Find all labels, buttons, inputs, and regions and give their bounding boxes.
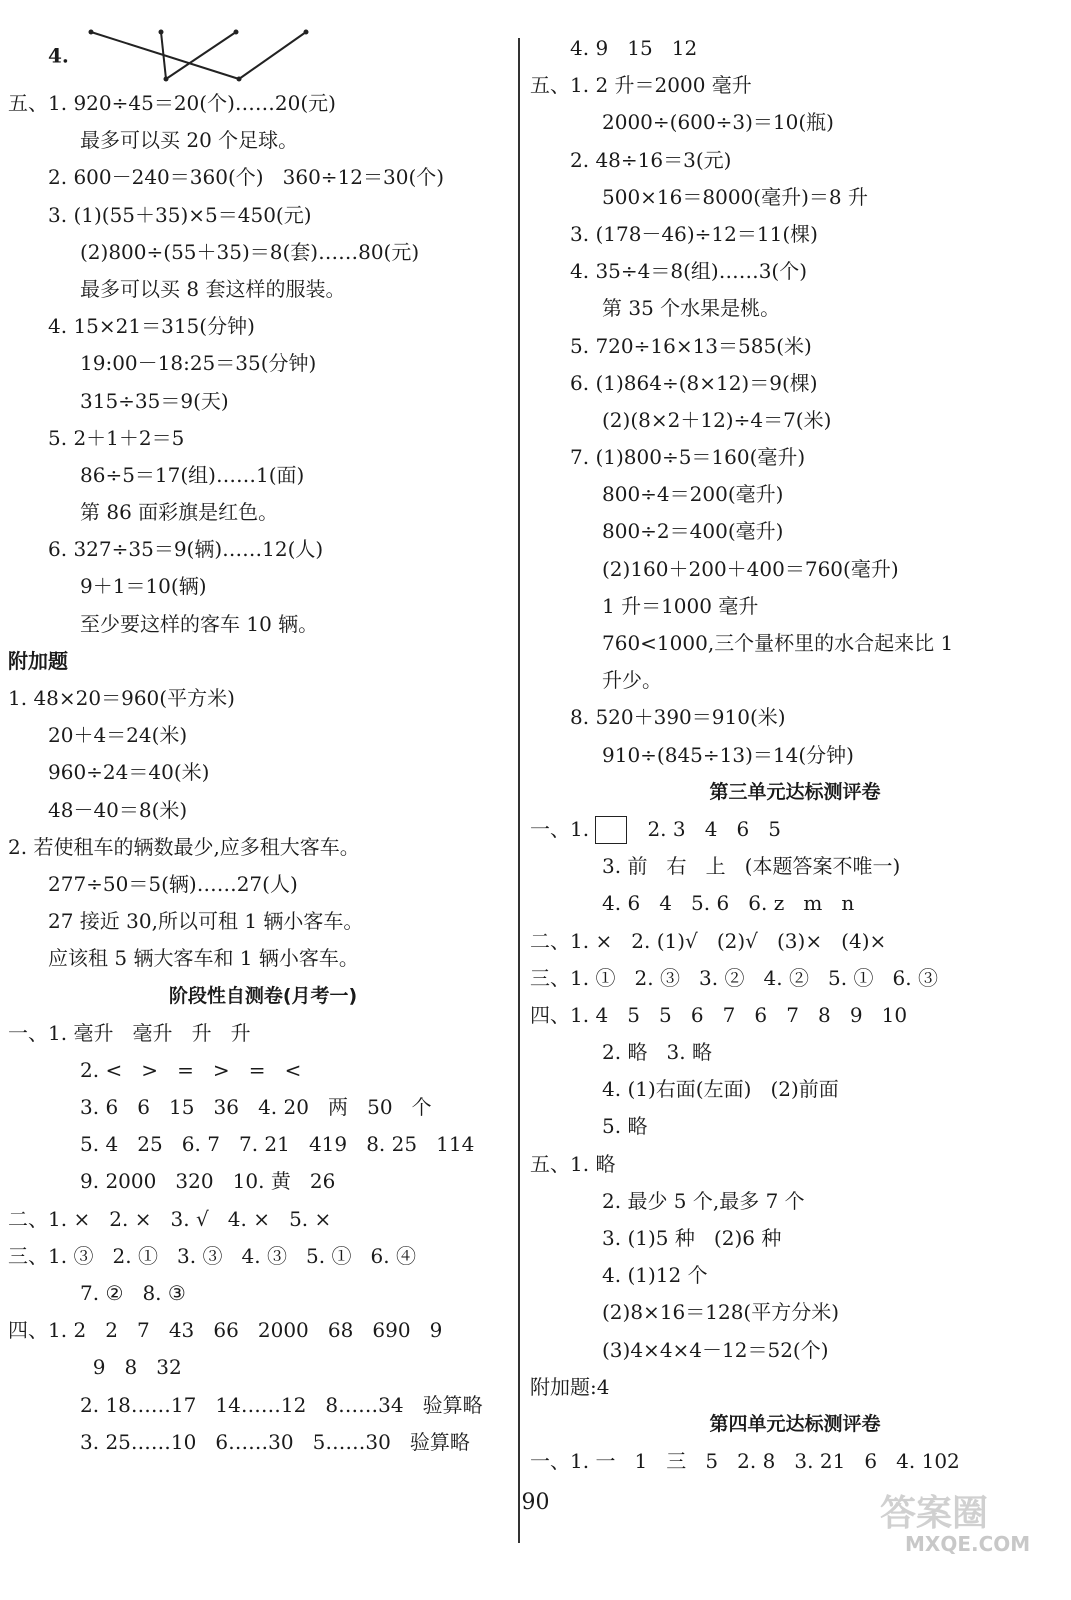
answer-line	[8, 494, 518, 531]
answer-text: 三、1. ① 2. ③ 3. ② 4. ② 5. ① 6. ③	[530, 965, 938, 990]
answer-line	[8, 383, 518, 420]
answer-line	[8, 1052, 518, 1089]
answer-line	[530, 1108, 1060, 1145]
answer-text: 48－40＝8(米)	[48, 797, 188, 822]
answer-line	[530, 1220, 1060, 1257]
answer-text: 1 升＝1000 毫升	[602, 593, 759, 618]
answer-text: 4. (1)右面(左面) (2)前面	[602, 1077, 839, 1102]
answer-text: 800÷4＝200(毫升)	[602, 482, 784, 507]
answer-line	[8, 568, 518, 605]
answer-line	[8, 643, 518, 680]
answer-text: 5. 4 25 6. 7 7. 21 419 8. 25 114	[80, 1132, 475, 1157]
answer-line	[530, 67, 1060, 104]
answer-line	[530, 1294, 1060, 1331]
answer-text: 附加题	[8, 648, 68, 673]
answer-line	[530, 30, 1060, 67]
answer-line	[8, 606, 518, 643]
answer-text: 20＋4＝24(米)	[48, 723, 188, 748]
answer-line	[8, 903, 518, 940]
answer-line	[530, 402, 1060, 439]
answer-text: (2)800÷(55＋35)＝8(套)……80(元)	[80, 239, 420, 264]
answer-text: 4.	[48, 43, 69, 68]
answer-text: (2)(8×2＋12)÷4＝7(米)	[602, 407, 832, 432]
answer-text: 五、1. 略	[530, 1151, 616, 1176]
matching-point	[158, 30, 163, 35]
answer-text: 6. 327÷35＝9(辆)……12(人)	[48, 537, 324, 562]
answer-line	[8, 345, 518, 382]
answer-text: 3. 6 6 15 36 4. 20 两 50 个	[80, 1095, 432, 1120]
answer-text: 2. 18……17 14……12 8……34 验算略	[80, 1392, 483, 1417]
section-title	[530, 774, 1060, 811]
answer-line	[8, 1201, 518, 1238]
answer-line	[530, 1034, 1060, 1071]
answer-text: 3. 前 右 上 (本题答案不唯一)	[602, 854, 901, 879]
answer-line	[8, 122, 518, 159]
answer-line	[8, 85, 518, 122]
answer-text: 5. 2＋1＋2＝5	[48, 425, 185, 450]
answer-text: 760<1000,三个量杯里的水合起来比 1	[602, 631, 954, 655]
matching-point	[233, 30, 238, 35]
answer-line	[530, 290, 1060, 327]
answer-text: 8. 520＋390＝910(米)	[570, 705, 786, 730]
answer-line	[8, 1163, 518, 1200]
section-title	[530, 1406, 1060, 1443]
answer-text: 500×16＝8000(毫升)＝8 升	[602, 184, 868, 209]
answer-line	[530, 1257, 1060, 1294]
answer-line	[8, 234, 518, 271]
answer-text: 四、1. 2 2 7 43 66 2000 68 690 9	[8, 1318, 443, 1343]
square-shape-answer	[595, 816, 627, 844]
column-divider	[518, 38, 520, 1543]
answer-line	[8, 680, 518, 717]
answer-line	[8, 420, 518, 457]
answer-line	[530, 811, 1060, 848]
answer-text: 277÷50＝5(辆)……27(人)	[48, 871, 298, 896]
section-title	[8, 978, 518, 1015]
matching-line	[239, 32, 306, 79]
answer-text: 7. ② 8. ③	[80, 1281, 186, 1305]
answer-text: 9 8 32	[80, 1355, 182, 1380]
answer-text: (3)4×4×4－12＝52(个)	[602, 1337, 829, 1362]
answer-text: 一、1. 毫升 毫升 升 升	[8, 1020, 251, 1045]
answer-text: 1. 48×20＝960(平方米)	[8, 686, 235, 710]
answer-text: (2)160＋200＋400＝760(毫升)	[602, 556, 899, 581]
left-column	[8, 30, 518, 1461]
answer-line	[8, 1015, 518, 1052]
answer-line	[530, 142, 1060, 179]
answer-text: 四、1. 4 5 5 6 7 6 7 8 9 10	[530, 1002, 908, 1027]
answer-text: 3. (1)5 种 (2)6 种	[602, 1226, 782, 1250]
answer-line	[8, 1312, 518, 1349]
answer-text: 5. 720÷16×13＝585(米)	[570, 333, 812, 358]
answer-text: 一、1. 一 1 三 5 2. 8 3. 21 6 4. 102	[530, 1449, 960, 1474]
answer-text: 3. (1)(55＋35)×5＝450(元)	[48, 202, 312, 227]
answer-text: 2. 600－240＝360(个) 360÷12＝30(个)	[48, 165, 445, 190]
answer-text: 应该租 5 辆大客车和 1 辆小客车。	[48, 946, 359, 971]
answer-text: 315÷35＝9(天)	[80, 388, 229, 413]
answer-line	[530, 328, 1060, 365]
answer-text: 附加题:4	[530, 1374, 610, 1399]
answer-text: 3. (178－46)÷12＝11(棵)	[570, 221, 818, 246]
answer-text: 6. (1)864÷(8×12)＝9(棵)	[570, 370, 818, 395]
answer-line	[8, 1424, 518, 1461]
answer-text: 2. 48÷16＝3(元)	[570, 147, 732, 172]
answer-text: 2. 3 4 6 5	[647, 816, 782, 841]
answer-text: 7. (1)800÷5＝160(毫升)	[570, 445, 806, 470]
answer-text: 960÷24＝40(米)	[48, 760, 210, 785]
answer-line	[8, 1275, 518, 1312]
page-number: 90	[521, 1490, 550, 1515]
answer-line	[8, 308, 518, 345]
answer-line	[8, 754, 518, 791]
answer-line	[530, 1443, 1060, 1480]
answer-line	[8, 1238, 518, 1275]
answer-text: 升少。	[602, 668, 662, 693]
answer-text: 800÷2＝400(毫升)	[602, 519, 784, 544]
answer-text: 4. 9 15 12	[570, 36, 698, 60]
answer-text: 最多可以买 8 套这样的服装。	[80, 276, 346, 301]
answer-text: 至少要这样的客车 10 辆。	[80, 611, 319, 636]
answer-text: 2. 略 3. 略	[602, 1040, 712, 1065]
answer-text: 27 接近 30,所以可租 1 辆小客车。	[48, 909, 364, 934]
answer-text: 2. < > = > = <	[80, 1057, 302, 1082]
answer-line	[530, 179, 1060, 216]
answer-line	[530, 885, 1060, 922]
answer-line	[530, 1071, 1060, 1108]
answer-line	[8, 829, 518, 866]
answer-text: 9. 2000 320 10. 黄 26	[80, 1169, 336, 1194]
answer-text: 19:00－18:25＝35(分钟)	[80, 351, 317, 376]
matching-point	[88, 30, 93, 35]
answer-text: 第三单元达标测评卷	[709, 780, 881, 803]
answer-text: 五、1. 2 升＝2000 毫升	[530, 73, 752, 98]
answer-text: 二、1. × 2. (1)√ (2)√ (3)× (4)×	[530, 928, 887, 953]
answer-line	[530, 923, 1060, 960]
answer-text: 3. 25……10 6……30 5……30 验算略	[80, 1429, 470, 1454]
right-column	[530, 30, 1060, 1480]
answer-line	[530, 476, 1060, 513]
answer-text: 2000÷(600÷3)＝10(瓶)	[602, 110, 834, 135]
answer-line	[8, 159, 518, 196]
answer-text: 2. 最少 5 个,最多 7 个	[602, 1188, 805, 1213]
answer-line	[8, 457, 518, 494]
answer-line	[8, 197, 518, 234]
answer-line	[530, 588, 1060, 625]
answer-text: 第 86 面彩旗是红色。	[80, 500, 279, 525]
answer-line	[530, 513, 1060, 550]
watermark-url: MXQE.COM	[905, 1532, 1031, 1556]
answer-text: 最多可以买 20 个足球。	[80, 128, 299, 153]
answer-line	[530, 253, 1060, 290]
matching-point	[303, 30, 308, 35]
answer-text: 9＋1＝10(辆)	[80, 574, 207, 599]
answer-line	[8, 30, 518, 85]
answer-line	[530, 1183, 1060, 1220]
answer-line	[530, 1369, 1060, 1406]
matching-point	[163, 77, 168, 82]
answer-text: 2. 若使租车的辆数最少,应多租大客车。	[8, 834, 360, 859]
answer-line	[530, 365, 1060, 402]
answer-line	[530, 551, 1060, 588]
answer-line	[530, 960, 1060, 997]
answer-line	[8, 866, 518, 903]
answer-line	[530, 216, 1060, 253]
answer-line	[530, 699, 1060, 736]
answer-text: 4. (1)12 个	[602, 1263, 708, 1288]
answer-text: 910÷(845÷13)＝14(分钟)	[602, 742, 854, 767]
answer-text: 第 35 个水果是桃。	[602, 296, 781, 321]
matching-lines-diagram	[81, 24, 321, 84]
answer-line	[530, 737, 1060, 774]
answer-line	[8, 1089, 518, 1126]
answer-text: 一、1.	[530, 816, 596, 841]
answer-line	[8, 1126, 518, 1163]
answer-text: 4. 15×21＝315(分钟)	[48, 314, 255, 339]
answer-line	[8, 531, 518, 568]
answer-line	[8, 940, 518, 977]
answer-line	[530, 625, 1060, 662]
answer-line	[530, 997, 1060, 1034]
answer-line	[530, 104, 1060, 141]
matching-line	[166, 32, 236, 79]
answer-line	[530, 1332, 1060, 1369]
answer-text: 4. 6 4 5. 6 6. z m n	[602, 891, 855, 916]
answer-text: 86÷5＝17(组)……1(面)	[80, 462, 305, 487]
answer-line	[8, 717, 518, 754]
answer-line	[8, 271, 518, 308]
matching-point	[236, 77, 241, 82]
answer-text: 二、1. × 2. × 3. √ 4. × 5. ×	[8, 1206, 332, 1231]
answer-text: 三、1. ③ 2. ① 3. ③ 4. ③ 5. ① 6. ④	[8, 1243, 416, 1268]
answer-text: 阶段性自测卷(月考一)	[168, 984, 358, 1007]
answer-line	[8, 1387, 518, 1424]
answer-text: (2)8×16＝128(平方分米)	[602, 1300, 840, 1325]
answer-text: 5. 略	[602, 1114, 648, 1139]
answer-line	[530, 848, 1060, 885]
answer-line	[8, 792, 518, 829]
answer-line	[530, 662, 1060, 699]
watermark-logo: 答案圈	[880, 1493, 989, 1534]
answer-line	[530, 439, 1060, 476]
answer-text: 第四单元达标测评卷	[709, 1412, 881, 1435]
answer-line	[8, 1349, 518, 1386]
answer-line	[530, 1146, 1060, 1183]
answer-text: 五、1. 920÷45＝20(个)……20(元)	[8, 91, 336, 115]
answer-text: 4. 35÷4＝8(组)……3(个)	[570, 259, 808, 284]
